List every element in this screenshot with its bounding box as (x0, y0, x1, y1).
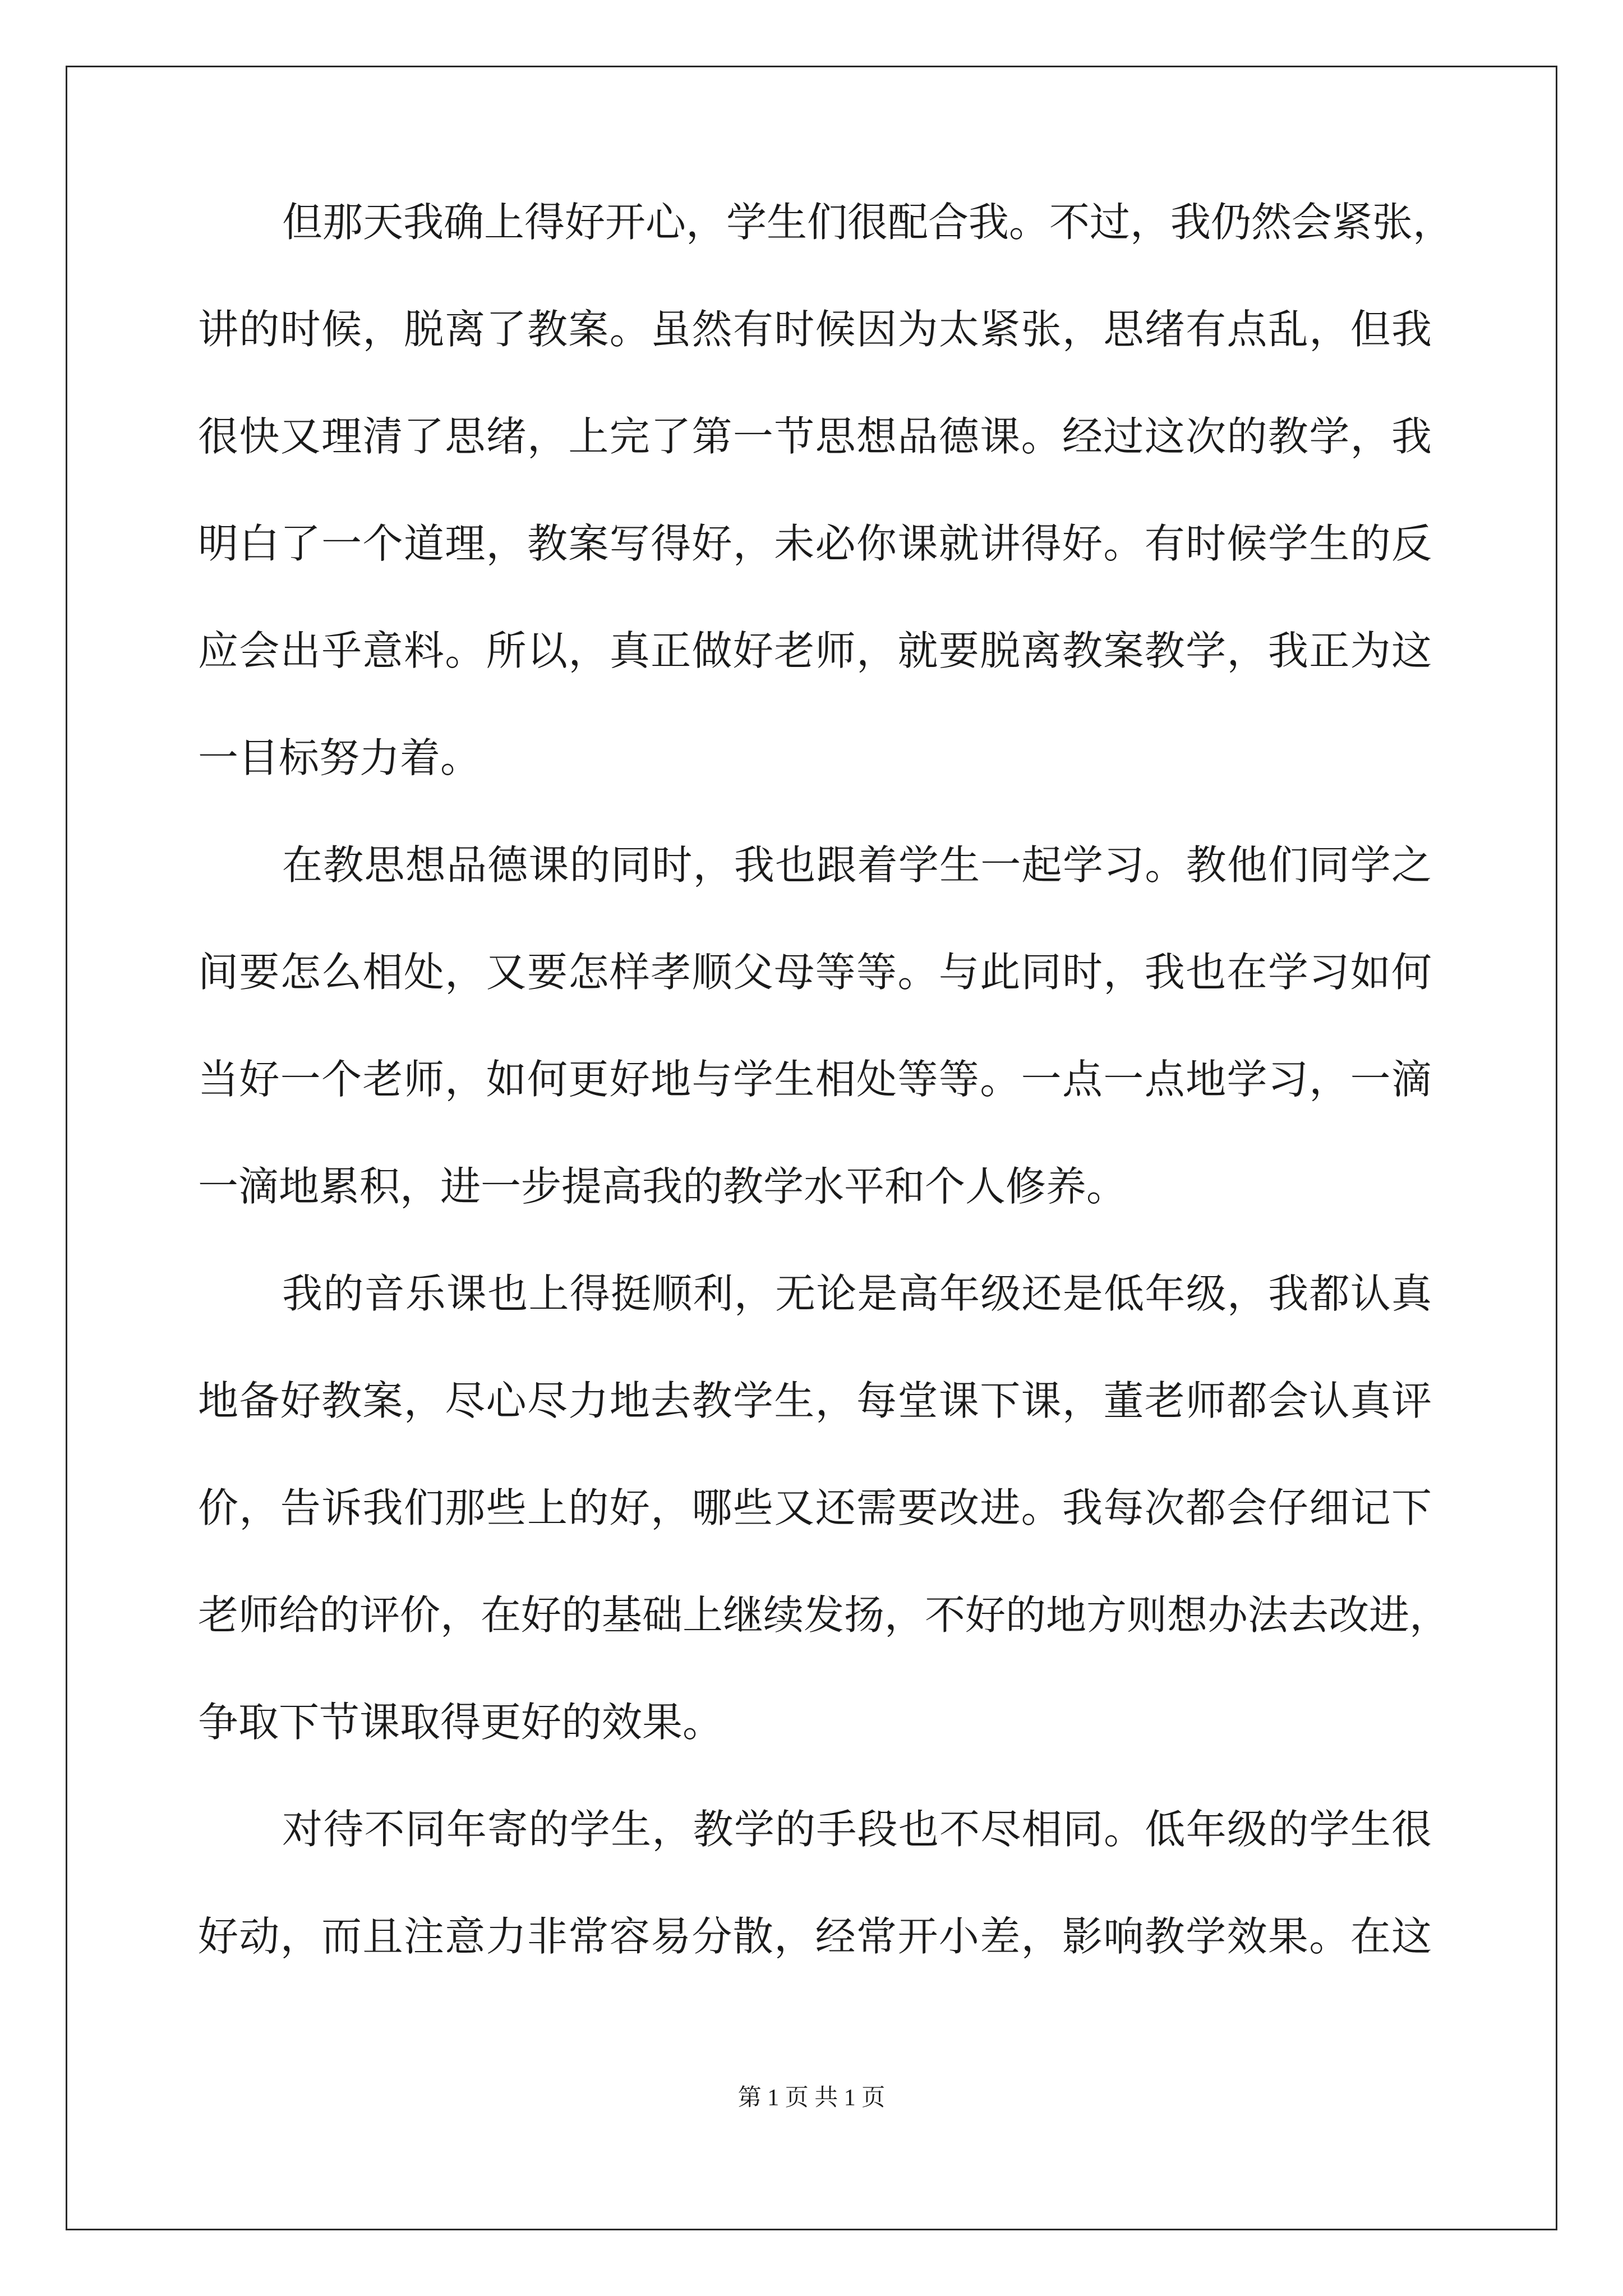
paragraph-1-line-1: 但那天我确上得好开心，学生们很配合我。不过，我仍然会紧张， (282, 199, 1454, 246)
paragraph-1-line-2: 讲的时候，脱离了教案。虽然有时候因为太紧张，思绪有点乱，但我 (198, 306, 1432, 353)
paragraph-1-line-6: 一目标努力着。 (198, 734, 481, 781)
paragraph-4-line-2: 好动，而且注意力非常容易分散，经常开小差，影响教学效果。在这 (198, 1913, 1432, 1960)
paragraph-3-line-4: 老师给的评价，在好的基础上继续发扬，不好的地方则想办法去改进， (198, 1591, 1450, 1639)
paragraph-1-line-5: 应会出乎意料。所以，真正做好老师，就要脱离教案教学，我正为这 (198, 627, 1432, 674)
paragraph-3-line-5: 争取下节课取得更好的效果。 (198, 1699, 723, 1746)
paragraph-1-line-3: 很快又理清了思绪，上完了第一节思想品德课。经过这次的教学，我 (198, 413, 1432, 460)
paragraph-2-line-3: 当好一个老师，如何更好地与学生相处等等。一点一点地学习，一滴 (198, 1056, 1432, 1103)
paragraph-3-line-2: 地备好教案，尽心尽力地去教学生，每堂课下课，董老师都会认真评 (198, 1377, 1432, 1424)
paragraph-2-line-4: 一滴地累积，进一步提高我的教学水平和个人修养。 (198, 1163, 1127, 1210)
paragraph-4-line-1: 对待不同年寄的学生，教学的手段也不尽相同。低年级的学生很 (282, 1806, 1432, 1853)
document-body (198, 199, 1454, 2023)
paragraph-2-line-2: 间要怎么相处，又要怎样孝顺父母等等。与此同时，我也在学习如何 (198, 949, 1432, 996)
paragraph-2-line-1: 在教思想品德课的同时，我也跟着学生一起学习。教他们同学之 (282, 841, 1432, 889)
page-footer: 第 1 页 共 1 页 (737, 2085, 886, 2111)
paragraph-1-line-4: 明白了一个道理，教案写得好，未必你课就讲得好。有时候学生的反 (198, 520, 1432, 567)
paragraph-3-line-1: 我的音乐课也上得挺顺利，无论是高年级还是低年级，我都认真 (282, 1270, 1432, 1317)
paragraph-3-line-3: 价，告诉我们那些上的好，哪些又还需要改进。我每次都会仔细记下 (198, 1484, 1432, 1531)
